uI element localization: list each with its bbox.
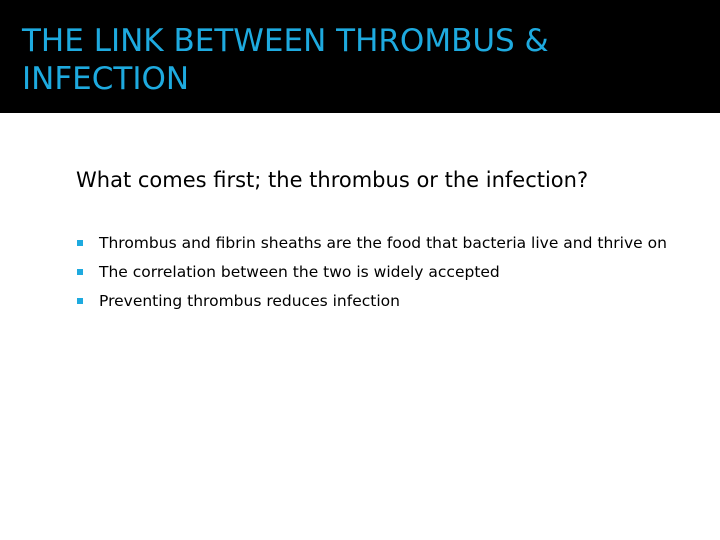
bullet-item — [76, 233, 706, 254]
slide-title: THE LINK BETWEEN THROMBUS & INFECTION — [22, 23, 549, 97]
bullet-list — [76, 233, 706, 320]
bullet-text: Preventing thrombus reduces infection — [99, 292, 400, 310]
square-bullet-icon — [77, 240, 83, 246]
slide-subheading: What comes first; the thrombus or the infection? — [76, 168, 589, 192]
square-bullet-icon — [77, 269, 83, 275]
title-bar — [0, 0, 720, 113]
bullet-text: The correlation between the two is widely accepted — [99, 263, 500, 281]
bullet-text: Thrombus and fibrin sheaths are the food that bacteria live and thrive on — [99, 234, 667, 252]
bullet-item — [76, 262, 706, 283]
bullet-item — [76, 291, 706, 312]
square-bullet-icon — [77, 298, 83, 304]
